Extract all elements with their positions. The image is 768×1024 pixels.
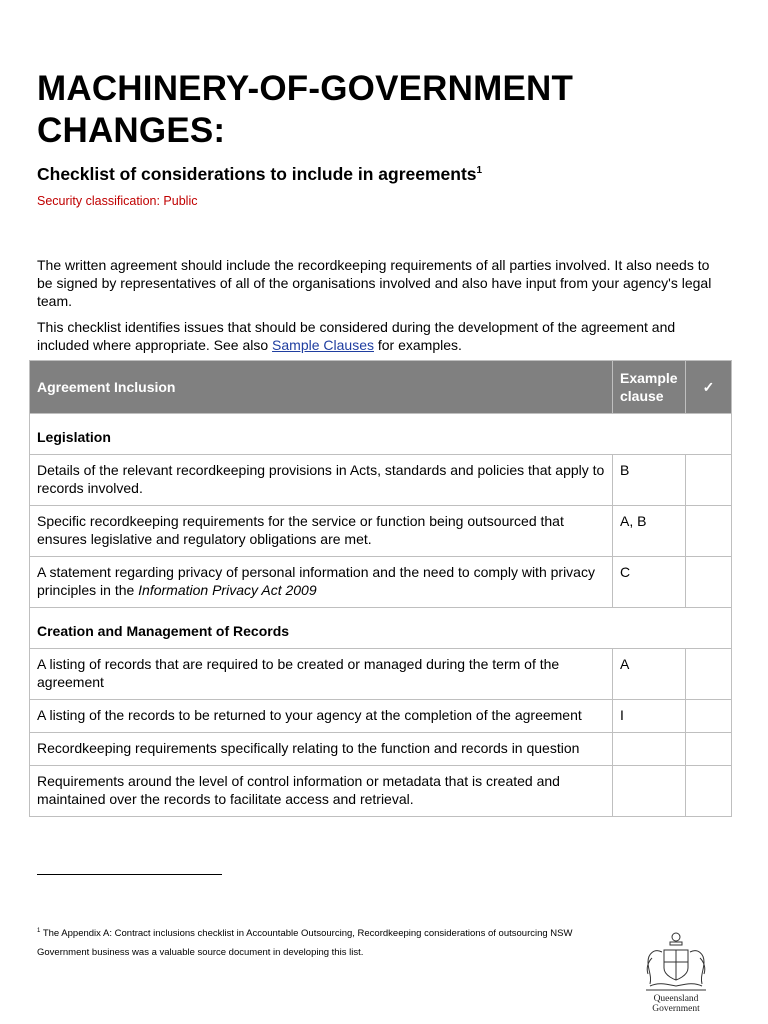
- clause-cell: [613, 733, 686, 766]
- inclusion-text: A listing of records that are required to be created or managed during the term of the agreement: [30, 649, 613, 700]
- security-classification: Security classification: Public: [37, 194, 198, 208]
- checkbox-cell[interactable]: [686, 733, 732, 766]
- checklist-table: [29, 360, 732, 817]
- inclusion-text-part: A statement regarding privacy of personal information and the need to comply with privacy principles in the: [37, 564, 595, 598]
- inclusion-text: Details of the relevant recordkeeping provisions in Acts, standards and policies that apply to records involved.: [30, 455, 613, 506]
- section-row-records: [30, 608, 732, 649]
- header-example-clause: Example clause: [613, 361, 686, 414]
- footnote-divider: [37, 874, 222, 875]
- table-row: [30, 557, 732, 608]
- checkbox-cell[interactable]: [686, 506, 732, 557]
- logo-line-1: Queensland: [653, 994, 699, 1004]
- clause-cell: A: [613, 649, 686, 700]
- logo-line-2: Government: [652, 1004, 700, 1014]
- section-heading: Legislation: [30, 414, 732, 455]
- table-row: [30, 733, 732, 766]
- act-title: Information Privacy Act 2009: [138, 582, 317, 598]
- queensland-coat-of-arms-icon: [636, 930, 716, 1014]
- intro-paragraph: The written agreement should include the recordkeeping requirements of all parties involved. It also needs to be signed by representatives of all of the organisations involved and also have input from your agency's legal team.: [37, 257, 712, 309]
- checklist-paragraph-tail: for examples.: [373, 337, 462, 353]
- checkbox-cell[interactable]: [686, 455, 732, 506]
- table-row: [30, 766, 732, 817]
- checkbox-cell[interactable]: [686, 557, 732, 608]
- section-row-legislation: [30, 414, 732, 455]
- clause-cell: [613, 766, 686, 817]
- inclusion-text: Recordkeeping requirements specifically relating to the function and records in question: [30, 733, 613, 766]
- footnote-text: The Appendix A: Contract inclusions checklist in Accountable Outsourcing, Recordkeeping considerations of outsourcing NSW Government business was a valuable source document in developing this list.: [37, 928, 573, 958]
- page-title: MACHINERY-OF-GOVERNMENT CHANGES:: [37, 69, 574, 150]
- table-row: [30, 455, 732, 506]
- inclusion-text: Specific recordkeeping requirements for the service or function being outsourced that ensures legislative and regulatory obligations are met.: [30, 506, 613, 557]
- sample-clauses-link[interactable]: Sample Clauses: [272, 337, 374, 353]
- inclusion-text: Requirements around the level of control information or metadata that is created and maintained over the records to facilitate access and retrieval.: [30, 766, 613, 817]
- checkbox-cell[interactable]: [686, 649, 732, 700]
- table-row: [30, 700, 732, 733]
- section-heading: Creation and Management of Records: [30, 608, 732, 649]
- inclusion-text: [30, 557, 613, 608]
- page-subtitle: [37, 162, 482, 186]
- clause-cell: I: [613, 700, 686, 733]
- checkbox-cell[interactable]: [686, 700, 732, 733]
- header-agreement-inclusion: Agreement Inclusion: [30, 361, 613, 414]
- checkbox-cell[interactable]: [686, 766, 732, 817]
- footnote: [37, 924, 627, 962]
- subtitle-text: Checklist of considerations to include in agreements: [37, 164, 477, 184]
- checklist-paragraph-text: This checklist identifies issues that should be considered during the development of the agreement and included where appropriate. See also: [37, 319, 676, 353]
- table-row: [30, 649, 732, 700]
- clause-cell: C: [613, 557, 686, 608]
- inclusion-text: A listing of the records to be returned to your agency at the completion of the agreement: [30, 700, 613, 733]
- clause-cell: B: [613, 455, 686, 506]
- checklist-paragraph: [37, 318, 727, 354]
- table-row: [30, 506, 732, 557]
- check-icon: ✓: [686, 361, 732, 414]
- table-header-row: [30, 361, 732, 414]
- footnote-mark: 1: [37, 927, 41, 934]
- subtitle-footnote-mark: 1: [476, 165, 483, 177]
- clause-cell: A, B: [613, 506, 686, 557]
